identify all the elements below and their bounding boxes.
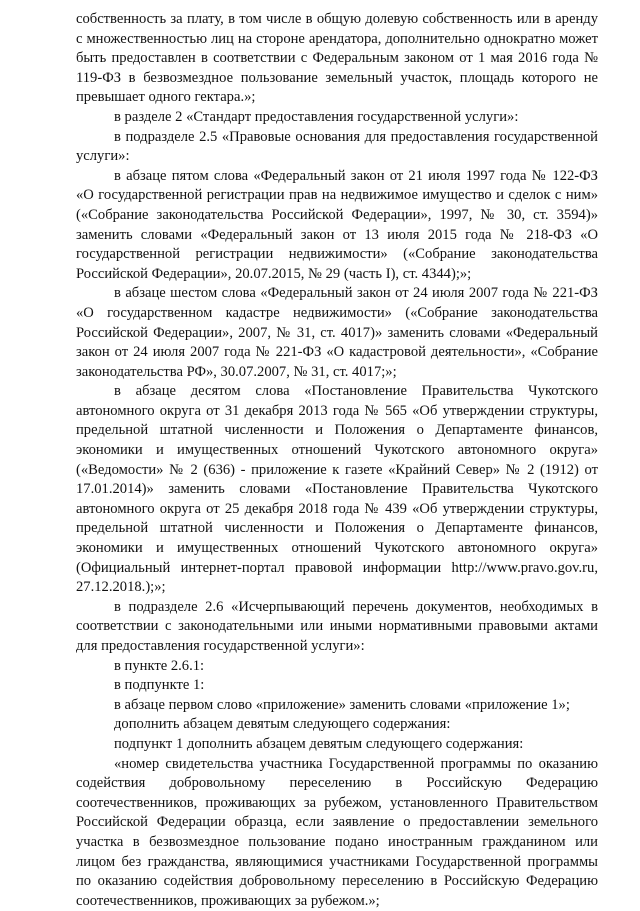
- paragraph-subpoint-1: в подпункте 1:: [114, 677, 205, 694]
- paragraph-section-2: в разделе 2 «Стандарт предоставления государственной услуги»:: [114, 108, 519, 125]
- paragraph-subsection-2-6: в подразделе 2.6 «Исчерпывающий перечень документов, необходимых в соответствии с законодательными или иными нормативными правовыми актами для предоставления государственной услуги»:: [76, 598, 598, 654]
- paragraph-add-abzac-9: дополнить абзацем девятым следующего содержания:: [114, 716, 451, 733]
- paragraph-subpoint-1-add: подпункт 1 дополнить абзацем девятым следующего содержания:: [114, 735, 524, 752]
- paragraph-abzac-1-change: в абзаце первом слово «приложение» заменить словами «приложение 1»;: [114, 696, 570, 713]
- paragraph-abzac-6: в абзаце шестом слова «Федеральный закон от 24 июля 2007 года № 221-ФЗ «О государственном кадастре недвижимости» («Собрание законодательства Российской Федерации», 2007, № 31, ст. 4017)» заменить словами «Федеральный закон от 24 июля 2007 года № 221-ФЗ «О кадастровой деятельности», «Собрание законодательства РФ», 30.07.2007, № 31, ст. 4017;»;: [76, 285, 598, 380]
- paragraph-subsection-2-5: в подразделе 2.5 «Правовые основания для предоставления государственной услуги»:: [76, 128, 598, 165]
- paragraph-abzac-10: в абзаце десятом слова «Постановление Правительства Чукотского автономного округа от 31 декабря 2013 года № 565 «Об утверждении структуры, предельной штатной численности и Положения о Департаменте финансов, экономики и имущественных отношений Чукотского автономного округа» («Ведомости» № 2 (636) - приложение к газете «Крайний Север» № 2 (1912) от 17.01.2014)» заменить словами «Постановление Правительства Чукотского автономного округа от 25 декабря 2018 года № 439 «Об утверждении структуры, предельной штатной численности и Положения о Департаменте финансов, экономики и имущественных отношений Чукотского автономного округа» (Официальный интернет-портал правовой информации http://www.pravo.gov.ru, 27.12.2018.);»;: [76, 383, 598, 596]
- paragraph-point-2-6-1: в пункте 2.6.1:: [114, 657, 205, 674]
- paragraph-quoted-text: «номер свидетельства участника Государственной программы по оказанию содействия добровольному переселению в Российскую Федерацию соотечественников, проживающих за рубежом, установленного Правительством Российской Федерации образца, если заявление о предоставлении земельного участка в безвозмездное пользование подано иностранным гражданином или лицом без гражданства, являющимися участниками Государственной программы по оказанию содействия добровольному переселению в Российскую Федерацию соотечественников, проживающих за рубежом.»;: [76, 755, 598, 909]
- paragraph-continuation: собственность за плату, в том числе в общую долевую собственность или в аренду с множественностью лиц на стороне арендатора, дополнительно однократно может быть предоставлен в соответствии с Федеральным законом от 1 мая 2016 года № 119-ФЗ в безвозмездное пользование земельный участок, площадь которого не превышает одного гектара.»;: [76, 11, 598, 106]
- paragraph-abzac-5: в абзаце пятом слова «Федеральный закон от 21 июля 1997 года № 122-ФЗ «О государственной регистрации прав на недвижимое имущество и сделок с ним» («Собрание законодательства Российской Федерации», 1997, № 30, ст. 3594)» заменить словами «Федеральный закон от 13 июля 2015 года № 218-ФЗ «О государственной регистрации недвижимости» («Собрание законодательства Российской Федерации», 20.07.2015, № 29 (часть I), ст. 4344);»;: [76, 167, 598, 282]
